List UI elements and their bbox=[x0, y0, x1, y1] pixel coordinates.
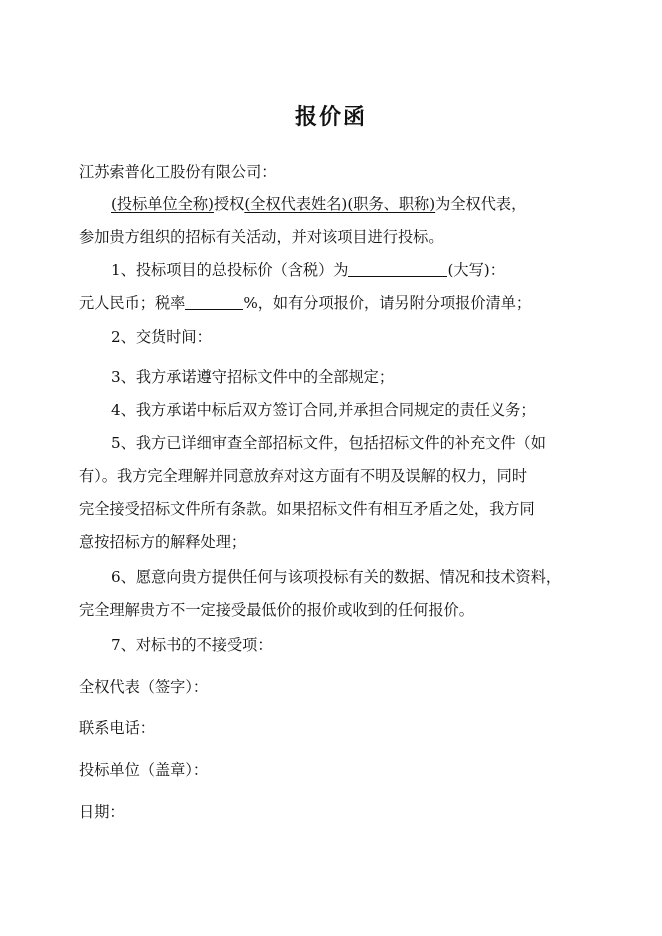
item-4: 4、我方承诺中标后双方签订合同,并承担合同规定的责任义务； bbox=[111, 401, 536, 419]
authorization-line bbox=[111, 193, 526, 215]
tax-rate-blank[interactable] bbox=[185, 294, 243, 310]
item-1-suffix: (大写)： bbox=[447, 261, 505, 279]
item-5-line-3: 完全接受招标文件所有条款。如果招标文件有相互矛盾之处，我方同 bbox=[79, 500, 535, 518]
item-2: 2、交货时间： bbox=[111, 328, 212, 346]
item-1-line2-prefix: 元人民币；税率 bbox=[79, 294, 186, 312]
representative-name-field[interactable]: (全权代表姓名)(职务、职称) bbox=[244, 195, 436, 213]
salutation: 江苏索普化工股份有限公司： bbox=[79, 163, 277, 181]
authorizes-text: 授权 bbox=[213, 195, 245, 213]
document-title: 报价函 bbox=[294, 104, 367, 130]
item-1-line-2 bbox=[79, 292, 531, 314]
item-5-line-4: 意按招标方的解释处理； bbox=[79, 533, 247, 551]
item-5-line-1: 5、我方已详细审查全部招标文件，包括招标文件的补充文件（如 bbox=[111, 434, 546, 452]
authorization-line-2: 参加贵方组织的招标有关活动，并对该项目进行投标。 bbox=[79, 228, 444, 246]
item-1-prefix: 1、投标项目的总投标价（含税）为 bbox=[111, 261, 349, 279]
bidder-unit-seal-label: 投标单位（盖章）： bbox=[79, 761, 209, 779]
bidder-name-field[interactable]: (投标单位全称) bbox=[111, 195, 214, 213]
total-price-blank[interactable] bbox=[348, 261, 447, 277]
item-1-line2-suffix: %，如有分项报价，请另附分项报价清单； bbox=[243, 294, 532, 312]
item-1 bbox=[111, 259, 505, 281]
representative-signature-label: 全权代表（签字）： bbox=[79, 678, 209, 696]
item-3: 3、我方承诺遵守招标文件中的全部规定； bbox=[111, 368, 395, 386]
item-6-line-2: 完全理解贵方不一定接受最低价的报价或收到的任何报价。 bbox=[79, 601, 474, 619]
item-5-line-2: 有）。我方完全理解并同意放弃对这方面有不明及误解的权力，同时 bbox=[79, 467, 528, 485]
phone-label: 联系电话： bbox=[79, 719, 155, 737]
date-label: 日期： bbox=[79, 803, 125, 821]
as-representative-text: 为全权代表， bbox=[435, 195, 527, 213]
item-7: 7、对标书的不接受项： bbox=[111, 636, 273, 654]
item-6-line-1: 6、愿意向贵方提供任何与该项投标有关的数据、情况和技术资料， bbox=[111, 568, 562, 586]
